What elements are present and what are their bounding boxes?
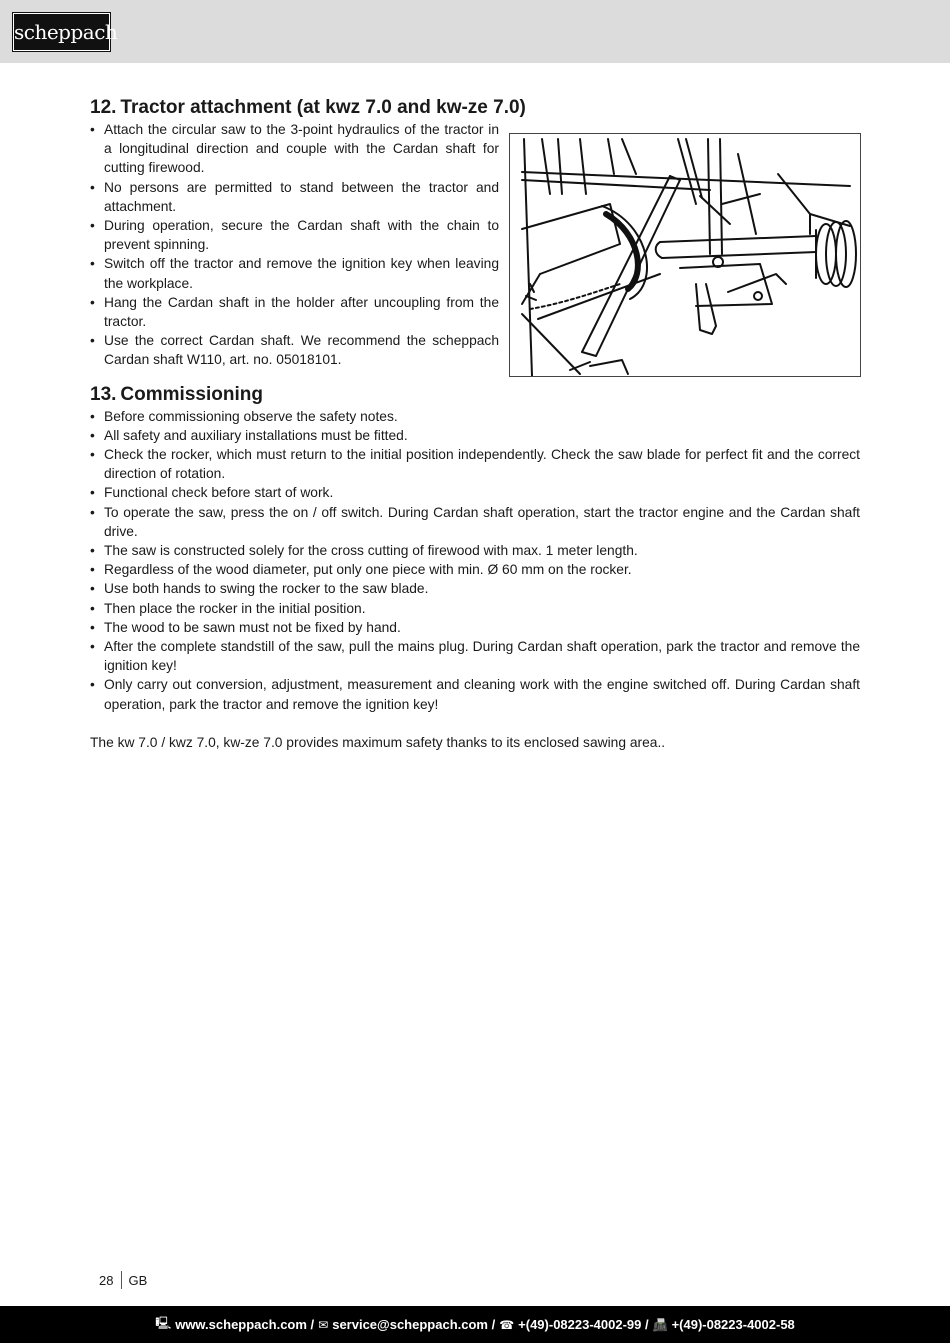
section-commissioning <box>90 383 860 752</box>
fax-number: +(49)-08223-4002-58 <box>671 1317 795 1332</box>
page-number-divider <box>121 1271 122 1289</box>
list-item: • Attach the circular saw to the 3-point hydraulics of the tractor in a longitudinal direction and couple with the Cardan shaft for cutting firewood. <box>90 120 499 178</box>
mail-icon: ✉ <box>318 1317 329 1332</box>
bullet-list <box>90 407 860 714</box>
fax-icon: 📠 <box>652 1317 668 1332</box>
page-number <box>99 1271 147 1289</box>
list-item: • All safety and auxiliary installations must be fitted. <box>90 426 860 445</box>
list-item: • To operate the saw, press the on / off switch. During Cardan shaft operation, start the tractor engine and the Cardan shaft drive. <box>90 503 860 541</box>
section-heading <box>90 96 860 120</box>
list-item: • Only carry out conversion, adjustment, measurement and cleaning work with the engine switched off. During Cardan shaft operation, park the tractor and remove the ignition key! <box>90 675 860 713</box>
header-bar <box>0 0 950 63</box>
phone-icon: ☎ <box>499 1317 515 1332</box>
phone-number: +(49)-08223-4002-99 / <box>518 1317 649 1332</box>
page-number-value: 28 <box>99 1272 114 1288</box>
section-number: 13. <box>90 383 117 405</box>
tractor-attachment-illustration <box>509 133 861 377</box>
page-content <box>90 96 860 752</box>
bullet-list <box>90 120 499 370</box>
email-link[interactable]: service@scheppach.com / <box>332 1317 496 1332</box>
section-title: Tractor attachment (at kwz 7.0 and kw-ze 7.0) <box>120 97 526 118</box>
scheppach-logo: scheppach <box>13 13 110 51</box>
list-item: • Functional check before start of work. <box>90 483 860 502</box>
list-item: • The wood to be sawn must not be fixed by hand. <box>90 618 860 637</box>
list-item: • Check the rocker, which must return to the initial position independently. Check the saw blade for perfect fit and the correct direction of rotation. <box>90 445 860 483</box>
list-item: • After the complete standstill of the saw, pull the mains plug. During Cardan shaft operation, park the tractor and remove the ignition key! <box>90 637 860 675</box>
list-item: • Use both hands to swing the rocker to the saw blade. <box>90 579 860 598</box>
language-code: GB <box>128 1272 148 1288</box>
list-item: • Before commissioning observe the safety notes. <box>90 407 860 426</box>
section-title: Commissioning <box>120 383 263 405</box>
list-item: • No persons are permitted to stand between the tractor and attachment. <box>90 178 499 216</box>
list-item: • Use the correct Cardan shaft. We recommend the scheppach Cardan shaft W110, art. no. 05018101. <box>90 331 499 369</box>
computer-icon: 🖳 <box>155 1316 172 1330</box>
safety-note: The kw 7.0 / kwz 7.0, kw-ze 7.0 provides maximum safety thanks to its enclosed sawing area.. <box>90 734 666 750</box>
list-item: • Then place the rocker in the initial position. <box>90 599 860 618</box>
section-heading <box>90 383 860 407</box>
list-item: • Regardless of the wood diameter, put only one piece with min. Ø 60 mm on the rocker. <box>90 560 860 579</box>
list-item: • Hang the Cardan shaft in the holder after uncoupling from the tractor. <box>90 293 499 331</box>
footer-bar <box>0 1306 950 1343</box>
list-item: • Switch off the tractor and remove the ignition key when leaving the workplace. <box>90 254 499 292</box>
section-number: 12. <box>90 97 117 118</box>
list-item: • The saw is constructed solely for the cross cutting of firewood with max. 1 meter length. <box>90 541 860 560</box>
website-link[interactable]: www.scheppach.com / <box>175 1317 315 1332</box>
section-tractor-attachment <box>90 96 860 370</box>
list-item: • During operation, secure the Cardan shaft with the chain to prevent spinning. <box>90 216 499 254</box>
